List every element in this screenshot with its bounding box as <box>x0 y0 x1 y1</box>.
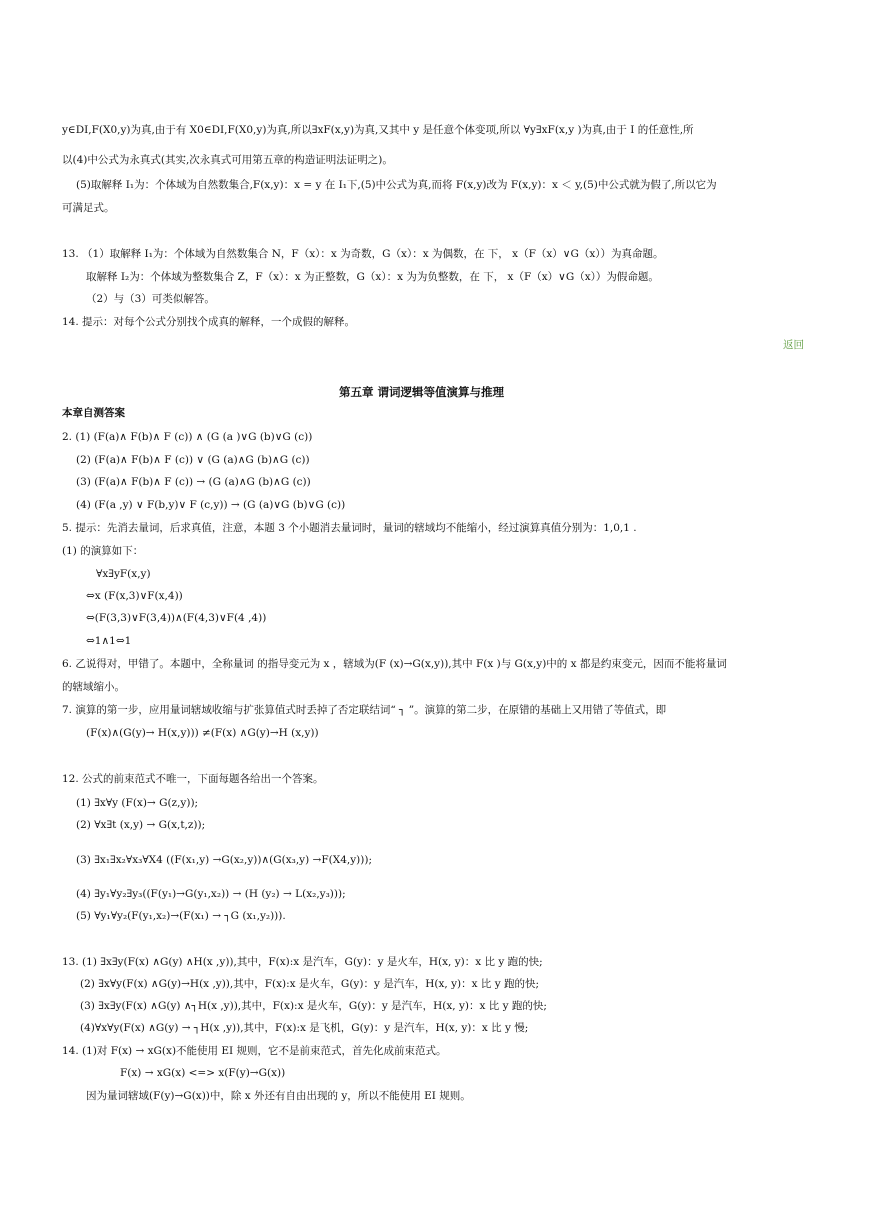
q14b-line-1: 14. (1)对 F(x) → xG(x)不能使用 EI 规则，它不是前束范式，首先化成前束范式。 <box>62 1045 447 1057</box>
q2-item-1: 2. (1) (F(a)∧ F(b)∧ F (c)) ∧ (G (a )∨G (b)∨G (c)) <box>62 431 313 443</box>
q5-step-1: ∀x∃yF(x,y) <box>96 568 151 580</box>
back-link[interactable]: 返回 <box>783 339 804 351</box>
para-top-line-2: 以(4)中公式为永真式(其实,次永真式可用第五章的构造证明法证明之)。 <box>62 154 393 166</box>
q13b-item-1: 13. (1) ∃x∃y(F(x) ∧G(y) ∧H(x ,y)),其中，F(x):x 是汽车，G(y)：y 是火车，H(x, y)：x 比 y 跑的快; <box>62 956 543 968</box>
q14-hint: 14. 提示：对每个公式分别找个成真的解释，一个成假的解释。 <box>62 316 356 328</box>
q7-line-2: (F(x)∧(G(y)→ H(x,y))) ≠(F(x) ∧G(y)→H (x,y)) <box>86 727 319 739</box>
q5-step-3: ⇔(F(3,3)∨F(3,4))∧(F(4,3)∨F(4 ,4)) <box>86 612 267 624</box>
q13b-item-4: (4)∀x∀y(F(x) ∧G(y) → ┐H(x ,y)),其中，F(x):x 是飞机，G(y)：y 是汽车，H(x, y)：x 比 y 慢; <box>80 1022 529 1034</box>
q12-item-3: (3) ∃x₁∃x₂∀x₃∀X4 ((F(x₁,y) →G(x₂,y))∧(G(x₃,y) →F(X4,y))); <box>76 854 372 866</box>
q14b-line-3: 因为量词辖域(F(y)→G(x))中，除 x 外还有自由出现的 y，所以不能使用 EI 规则。 <box>86 1090 471 1102</box>
q13-line-2: 取解释 I₂为：个体域为整数集合 Z，F（x）：x 为正整数，G（x）：x 为为负整数，在 下， x（F（x）∨G（x））为假命题。 <box>86 271 659 283</box>
para-top-line-1: y∈DI,F(X0,y)为真,由于有 X0∈DI,F(X0,y)为真,所以∃xF(x,y)为真,又其中 y 是任意个体变项,所以 ∀y∃xF(x,y )为真,由于 I 的任意性,所 <box>62 124 694 136</box>
q5-step-4: ⇔1∧1⇔1 <box>86 635 132 647</box>
q2-item-4: (4) (F(a ,y) ∨ F(b,y)∨ F (c,y)) → (G (a)∨G (b)∨G (c)) <box>76 499 346 511</box>
q7-line-1: 7. 演算的第一步，应用量词辖域收缩与扩张算值式时丢掉了否定联结词“ ┐ ”。演算的第二步，在原错的基础上又用错了等值式，即 <box>62 704 667 716</box>
para-top-line-3: (5)取解释 I₁为：个体域为自然数集合,F(x,y)：x = y 在 I₁下,(5)中公式为真,而将 F(x,y)改为 F(x,y)：x ＜ y,(5)中公式就为假了,所以它为 <box>76 179 717 191</box>
q14b-line-2: F(x) → xG(x) <=> x(F(y)→G(x)) <box>120 1067 286 1079</box>
q12-item-1: (1) ∃x∀y (F(x)→ G(z,y)); <box>76 797 199 809</box>
para-top-line-4: 可满足式。 <box>62 202 115 214</box>
q6-line-2: 的辖域缩小。 <box>62 681 125 693</box>
q5-line-2: (1) 的演算如下： <box>62 545 144 557</box>
q5-step-2: ⇔x (F(x,3)∨F(x,4)) <box>86 590 183 602</box>
q12-line-1: 12. 公式的前束范式不唯一，下面每题各给出一个答案。 <box>62 773 324 785</box>
q12-item-4: (4) ∃y₁∀y₂∃y₃((F(y₁)→G(y₁,x₂)) → (H (y₂) → L(x₂,y₃))); <box>76 888 346 900</box>
q13b-item-2: (2) ∃x∀y(F(x) ∧G(y)→H(x ,y)),其中，F(x):x 是火车，G(y)：y 是汽车，H(x, y)：x 比 y 跑的快; <box>80 978 539 990</box>
q13-line-1: 13. （1）取解释 I₁为：个体域为自然数集合 N，F（x）：x 为奇数，G（x）：x 为偶数，在 下， x（F（x）∨G（x））为真命题。 <box>62 248 664 260</box>
q13-line-3: （2）与（3）可类似解答。 <box>86 293 215 305</box>
q12-item-5: (5) ∀y₁∀y₂(F(y₁,x₂)→(F(x₁) → ┐G (x₁,y₂))). <box>76 910 286 922</box>
q13b-item-3: (3) ∃x∃y(F(x) ∧G(y) ∧┐H(x ,y)),其中，F(x):x 是火车，G(y)：y 是汽车，H(x, y)：x 比 y 跑的快; <box>80 1000 547 1012</box>
chapter-title: 第五章 谓词逻辑等值演算与推理 <box>339 385 505 399</box>
section-title: 本章自测答案 <box>62 407 125 419</box>
q5-line-1: 5. 提示：先消去量词，后求真值，注意，本题 3 个小题消去量词时，量词的辖域均不能缩小，经过演算真值分别为：1,0,1 . <box>62 522 637 534</box>
q2-item-2: (2) (F(a)∧ F(b)∧ F (c)) ∨ (G (a)∧G (b)∧G (c)) <box>76 454 310 466</box>
q6-line-1: 6. 乙说得对，甲错了。本题中，全称量词 的指导变元为 x ，辖域为(F (x)→G(x,y)),其中 F(x )与 G(x,y)中的 x 都是约束变元，因而不能将量词 <box>62 658 727 670</box>
q2-item-3: (3) (F(a)∧ F(b)∧ F (c)) → (G (a)∧G (b)∧G (c)) <box>76 476 311 488</box>
q12-item-2: (2) ∀x∃t (x,y) → G(x,t,z)); <box>76 819 206 831</box>
